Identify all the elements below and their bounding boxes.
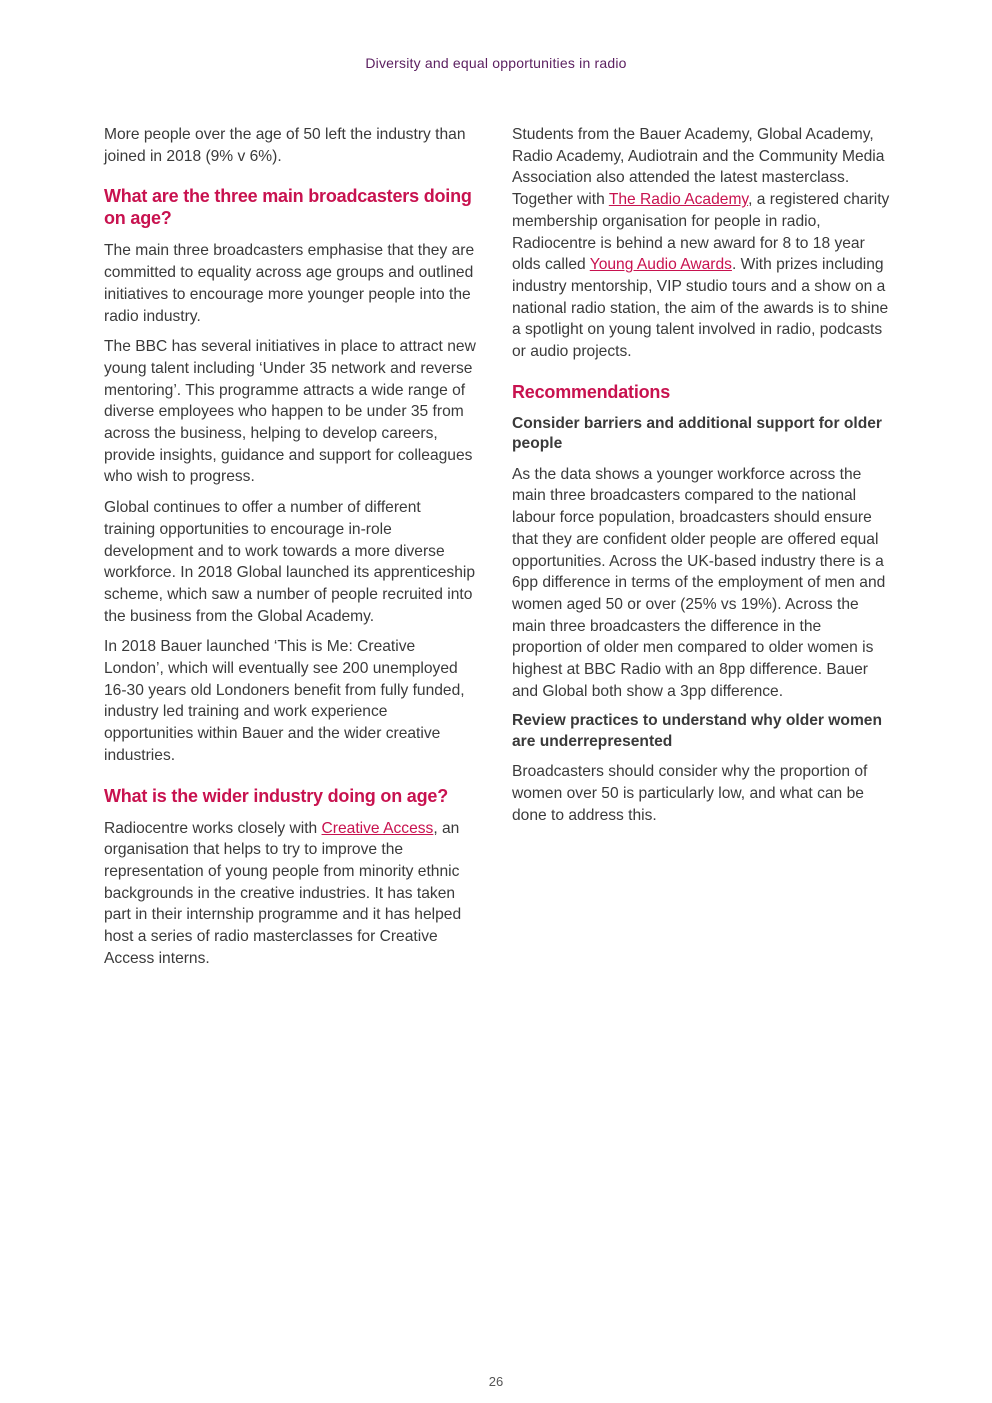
heading-recommendations: Recommendations (512, 381, 671, 402)
text-segment: . With prizes including industry mentorship, VIP studio tours and a show on a national radio station, the aim of the awards is to shine a spotlight on young talent involved in radio, podcasts or audio projects. (512, 256, 889, 361)
text-segment: , a registered charity membership organisation for people in radio, Radiocentre is behind a new award for 8 to 18 year olds called (512, 191, 890, 274)
right-column (512, 124, 892, 836)
paragraph-creative-access (104, 818, 476, 970)
subheading-barriers-support: Consider barriers and additional support for older people (512, 414, 882, 453)
paragraph-masterclass-awards (512, 124, 892, 363)
paragraph-global-training: Global continues to offer a number of different training opportunities to encourage in-role development and to work towards a more diverse workforce. In 2018 Global launched its apprenticeship scheme, which saw a number of people recruited into the business from the Global Academy. (104, 499, 476, 625)
paragraph-younger-workforce-data: As the data shows a younger workforce across the main three broadcasters compared to the national labour force population, broadcasters should ensure that they are confident older people are offered equal opportunities. Across the UK-based industry there is a 6pp difference in terms of the employment of men and women aged 50 or over (25% vs 19%). Across the main three broadcasters the difference in the proportion of older men compared to older women is highest at BBC Radio with an 8pp difference. Bauer and Global both show a 3pp difference. (512, 465, 886, 700)
young-audio-awards-link[interactable]: Young Audio Awards (589, 256, 732, 274)
text-segment: , an organisation that helps to try to improve the representation of young people from minority ethnic backgrounds in the creative industries. It has taken part in their internship programme and it has helped host a series of radio masterclasses for Creative Access interns. (104, 819, 462, 967)
subheading-review-practices: Review practices to understand why older women are underrepresented (512, 712, 883, 750)
text-segment: Radiocentre works closely with (104, 819, 322, 837)
paragraph-women-over-50: Broadcasters should consider why the proportion of women over 50 is particularly low, and what can be done to address this. (512, 763, 868, 824)
left-column (104, 124, 476, 979)
paragraph-broadcasters-commitment: The main three broadcasters emphasise that they are committed to equality across age groups and outlined initiatives to encourage more younger people into the radio industry. (104, 242, 475, 325)
creative-access-link[interactable]: Creative Access (321, 819, 434, 837)
running-header: Diversity and equal opportunities in radio (365, 55, 627, 71)
heading-wider-industry-age: What is the wider industry doing on age? (104, 785, 449, 806)
paragraph-bauer-this-is-me: In 2018 Bauer launched ‘This is Me: Creative London’, which will eventually see 200 unemployed 16-30 years old Londoners benefit from fully funded, industry led training and work experience opportunities within Bauer and the wider creative industries. (104, 638, 465, 764)
text-segment: Students from the Bauer Academy, Global Academy, Radio Academy, Audiotrain and the Community Media Association also attended the latest masterclass. Together with (512, 126, 885, 209)
paragraph-age-50-left: More people over the age of 50 left the industry than joined in 2018 (9% v 6%). (104, 126, 466, 165)
page-number: 26 (488, 1374, 504, 1389)
paragraph-bbc-initiatives: The BBC has several initiatives in place to attract new young talent including ‘Under 35 network and reverse mentoring’. This programme attracts a wide range of diverse employees who happen to be under 35 from across the business, helping to develop careers, provide insights, guidance and support for colleagues who wish to progress. (104, 338, 476, 486)
heading-three-broadcasters-age: What are the three main broadcasters doing on age? (104, 186, 472, 229)
radio-academy-link[interactable]: The Radio Academy (608, 191, 749, 209)
